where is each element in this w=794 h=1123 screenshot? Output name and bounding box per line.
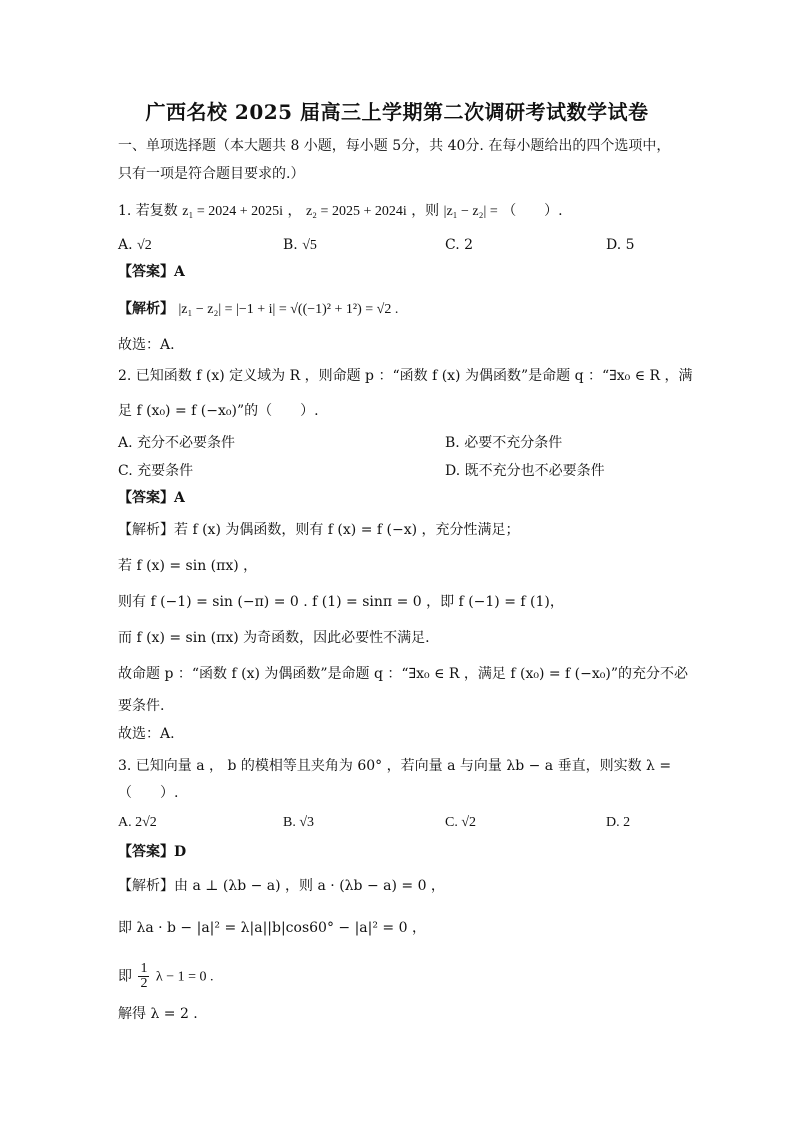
q2-option-d: D. 既不充分也不必要条件 — [445, 463, 605, 479]
q3-answer: 【答案】D — [118, 844, 187, 860]
q2-option-b: B. 必要不充分条件 — [445, 435, 563, 451]
q1-conclusion: 故选：A. — [118, 337, 175, 353]
q1-analysis — [118, 299, 398, 320]
q2-analysis-line-2: 若 f (x) = sin (πx) ， — [118, 558, 258, 574]
q1-option-b-label: B. — [283, 237, 298, 253]
q1-option-c: C. 2 — [445, 237, 474, 253]
q1-sep: ， — [287, 203, 302, 219]
q3-option-d: D. 2 — [606, 815, 631, 830]
q3-fraction-denominator: 2 — [140, 976, 148, 991]
exam-title: 广西名校 2025 届高三上学期第二次调研考试数学试卷 — [145, 100, 649, 124]
q3-fraction-numerator: 1 — [140, 961, 148, 976]
q3-analysis-line-3-post: λ − 1 = 0 . — [155, 969, 214, 985]
q2-stem-line-1: 2. 已知函数 f (x) 定义域为 R ，则命题 p ：“函数 f (x) 为偶函数”是命题 q ：“∃x₀ ∈ R ，满 — [118, 368, 693, 384]
q2-option-a: A. 充分不必要条件 — [118, 435, 236, 451]
q1-answer: 【答案】A — [118, 264, 185, 280]
q2-analysis-line-1: 【解析】若 f (x) 为偶函数，则有 f (x) = f (−x) ，充分性满足； — [118, 522, 520, 538]
section-heading-line-1: 一、单项选择题（本大题共 8 小题，每小题 5分，共 40分. 在每小题给出的四个选项中， — [118, 138, 671, 154]
q1-option-b-value: √5 — [302, 238, 317, 253]
q3-analysis-line-3-pre: 即 — [118, 968, 132, 985]
q2-analysis-line-4: 而 f (x) = sin (πx) 为奇函数，因此必要性不满足. — [118, 630, 430, 646]
q1-analysis-label: 【解析】 — [118, 301, 174, 317]
q3-analysis-line-3 — [118, 962, 214, 991]
q2-stem-line-2: 足 f (x₀) = f (−x₀)”的（ ）. — [118, 403, 319, 419]
q1-ask: ，则 — [411, 203, 440, 219]
q3-analysis-line-2: 即 λa · b − |a|² = λ|a||b|cos60° − |a|² = 0 ， — [118, 920, 426, 936]
q1-z2: z₂ = 2025 + 2024i — [305, 204, 407, 219]
q2-conclusion: 故选：A. — [118, 726, 175, 742]
q2-analysis-line-3: 则有 f (−1) = sin (−π) = 0 . f (1) = sinπ = 0 ，即 f (−1) = f (1)， — [118, 594, 564, 610]
q1-option-b — [283, 235, 317, 256]
q2-answer: 【答案】A — [118, 490, 185, 506]
q1-stem — [118, 201, 563, 222]
q3-half-fraction — [138, 962, 149, 991]
q3-stem-line-1: 3. 已知向量 a ， b 的模相等且夹角为 60° ，若向量 a 与向量 λb − a 垂直，则实数 λ = — [118, 758, 672, 774]
q3-option-c: C. √2 — [445, 815, 477, 830]
q2-analysis-line-5: 故命题 p ：“函数 f (x) 为偶函数”是命题 q ：“∃x₀ ∈ R ，满足 f (x₀) = f (−x₀)”的充分不必 — [118, 666, 688, 682]
q3-analysis-line-1: 【解析】由 a ⊥ (λb − a) ，则 a · (λb − a) = 0 ， — [118, 878, 445, 894]
q1-z1: z₁ = 2024 + 2025i — [182, 204, 284, 219]
section-heading-line-2: 只有一项是符合题目要求的.） — [118, 166, 305, 182]
q3-stem-line-2: （ ）. — [118, 785, 179, 801]
q2-analysis-line-6: 要条件. — [118, 698, 165, 714]
q3-analysis-line-4: 解得 λ = 2 . — [118, 1006, 198, 1022]
q2-option-c: C. 充要条件 — [118, 463, 194, 479]
q1-tail: （ ）. — [502, 203, 563, 219]
q1-option-a-value: √2 — [137, 238, 152, 253]
q1-analysis-expr: |z₁ − z₂| = |−1 + i| = √((−1)² + 1²) = √2 . — [178, 302, 399, 317]
q3-option-b: B. √3 — [283, 815, 315, 830]
q1-option-a-label: A. — [118, 237, 133, 253]
q1-expr: |z₁ − z₂| = — [443, 204, 498, 219]
q1-option-d: D. 5 — [606, 237, 635, 253]
q1-option-a — [118, 235, 152, 256]
q1-stem-start: 1. 若复数 — [118, 203, 178, 219]
q3-option-a: A. 2√2 — [118, 815, 157, 830]
